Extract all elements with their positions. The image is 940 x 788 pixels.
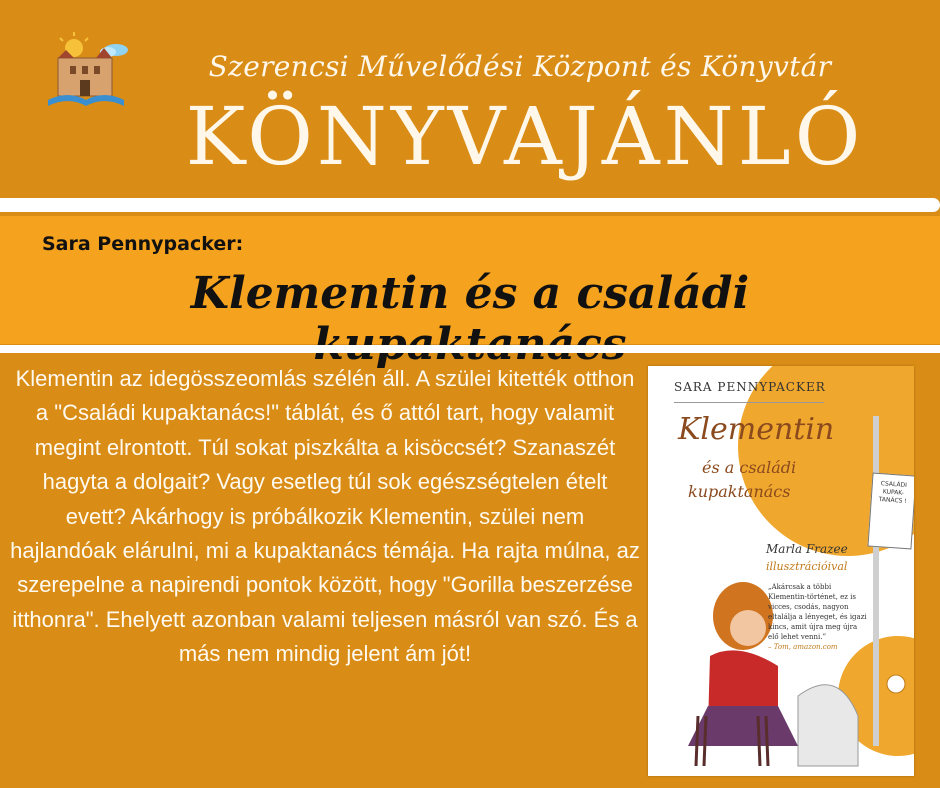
book-title: Klementin és a családi	[190, 268, 750, 319]
book-author: Sara Pennypacker:	[42, 233, 244, 255]
library-name: Szerencsi Művelődési Központ és Könyvtár	[208, 50, 832, 83]
cover-illustrator: Marla Frazee	[766, 542, 848, 556]
book-description: Klementin az idegösszeomlás szélén áll. A szülei kitették otthon a "Családi kupaktanács!" táblát, és ő attól tart, hogy valamit megint elrontott. Túl sokat piszkálta a kisöccsét? Szanaszét hagyta a dolgait? Vagy esetleg túl sok egészségtelen ételt evett? Akárhogy is próbálkozik Klementin, szülei nem hajlandóak elárulni, mi a kupaktanács témája. Ha rajta múlna, az szerepelne a napirendi pontok között, hogy "Gorilla beszerzése itthonra". Ehelyett azonban valami teljesen másról van szó. És a más nem mindig jelent ám jót!	[10, 366, 640, 667]
cover-title: Klementin	[678, 412, 835, 447]
book-cover-image	[648, 366, 914, 776]
library-logo	[44, 30, 134, 110]
divider-line	[0, 198, 940, 212]
divider-line	[0, 345, 940, 353]
cover-author: SARA PENNYPACKER	[674, 380, 826, 394]
cover-quote	[768, 582, 868, 652]
cover-rule	[674, 402, 824, 403]
cover-title: kupaktanács	[688, 482, 791, 501]
cover-title: és a családi	[702, 458, 797, 477]
cover-sign: CSALÁDI KUPAK-TANÁCS !	[867, 473, 914, 550]
cover-illustrator-note: illusztrációival	[766, 560, 848, 573]
cover-quote-text: „Akárcsak a többi Klementin-történet, ez is vicces, csodás, nagyon eltalálja a lényeget, és igazi kincs, amit újra meg újra elő lehet venni.”	[768, 583, 867, 641]
page-title: KÖNYVAJÁNLÓ	[185, 90, 865, 183]
cover-quote-source: – Tom, amazon.com	[768, 643, 838, 651]
